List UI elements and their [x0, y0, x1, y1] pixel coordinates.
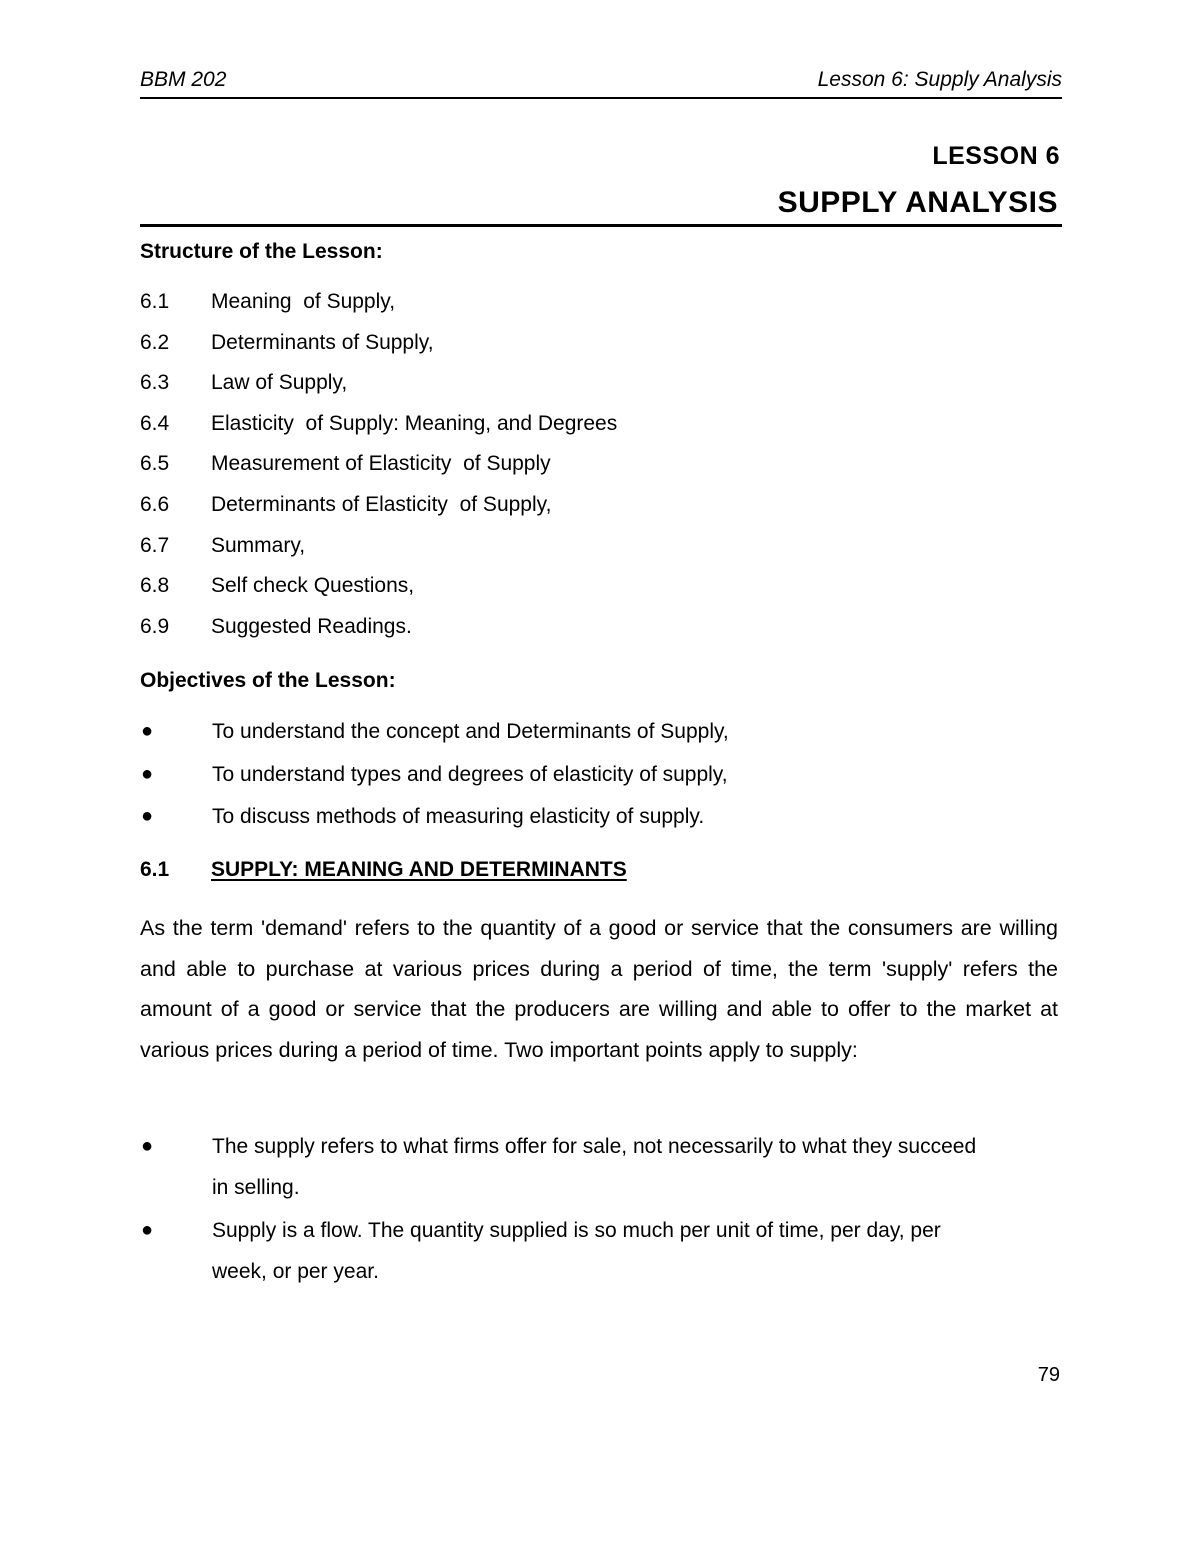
running-header	[140, 68, 1062, 92]
structure-item	[140, 290, 1062, 331]
objective-text: To understand types and degrees of elasticity of supply,	[212, 762, 728, 786]
section-number: 6.1	[140, 858, 170, 881]
objective-text: To discuss methods of measuring elasticity of supply.	[212, 805, 705, 828]
title-rule	[140, 224, 1062, 227]
structure-item-number: 6.1	[140, 290, 170, 313]
structure-item	[140, 615, 1062, 656]
structure-list	[140, 290, 1062, 655]
objective-item	[140, 763, 1062, 806]
structure-item	[140, 412, 1062, 453]
course-code: BBM 202	[140, 68, 227, 91]
structure-item-text: Meaning of Supply,	[211, 290, 396, 313]
structure-item-text: Law of Supply,	[211, 371, 348, 395]
lesson-label: LESSON 6	[932, 142, 1060, 170]
structure-item-number: 6.9	[140, 614, 170, 638]
structure-item-text: Measurement of Elasticity of Supply	[211, 452, 551, 476]
structure-item-number: 6.6	[140, 492, 170, 516]
structure-item-text: Suggested Readings.	[211, 614, 412, 638]
structure-item-number: 6.7	[140, 533, 170, 557]
structure-item-text: Elasticity of Supply: Meaning, and Degrees	[211, 411, 618, 435]
structure-item	[140, 371, 1062, 412]
supply-point-text: Supply is a flow. The quantity supplied is so much per unit of time, per day, per week, or per year.	[212, 1219, 941, 1283]
objective-item	[140, 720, 1062, 763]
objective-text: To understand the concept and Determinants of Supply,	[212, 720, 729, 743]
header-rule	[140, 97, 1062, 99]
objectives-list	[140, 720, 1062, 848]
structure-item-text: Determinants of Supply,	[211, 330, 434, 354]
structure-item-text: Summary,	[211, 533, 306, 557]
structure-item	[140, 534, 1062, 575]
supply-point-item	[140, 1126, 1062, 1208]
bullet-icon: ●	[141, 1219, 154, 1241]
structure-item-number: 6.5	[140, 452, 170, 476]
structure-item	[140, 574, 1062, 615]
structure-item-text: Self check Questions,	[211, 574, 415, 598]
body-paragraph: As the term 'demand' refers to the quantity of a good or service that the consumers are willing and able to purchase at various prices during a period of time, the term 'supply' refers the amount of a good or service that the producers are willing and able to offer to the market at various prices during a period of time. Two important points apply to supply:	[140, 916, 1058, 1062]
structure-item-number: 6.3	[140, 371, 170, 395]
structure-item	[140, 452, 1062, 493]
supply-point-item	[140, 1210, 1062, 1292]
bullet-icon: ●	[141, 720, 154, 742]
structure-item-number: 6.2	[140, 330, 170, 354]
structure-item	[140, 493, 1062, 534]
structure-item-text: Determinants of Elasticity of Supply,	[211, 492, 552, 516]
page-number: 79	[1037, 1364, 1060, 1386]
section-title: SUPPLY: MEANING AND DETERMINANTS	[211, 858, 627, 881]
bullet-icon: ●	[141, 805, 154, 827]
section-heading-6-1	[140, 858, 1062, 882]
lesson-reference: Lesson 6: Supply Analysis	[817, 68, 1062, 91]
supply-point-text: The supply refers to what firms offer for sale, not necessarily to what they succeed in selling.	[212, 1135, 977, 1199]
structure-item-number: 6.8	[140, 574, 170, 598]
structure-heading: Structure of the Lesson:	[140, 240, 383, 263]
supply-points-list	[140, 1126, 1062, 1294]
bullet-icon: ●	[141, 1135, 154, 1157]
objective-item	[140, 805, 1062, 848]
structure-item	[140, 331, 1062, 372]
bullet-icon: ●	[141, 762, 154, 785]
structure-item-number: 6.4	[140, 411, 170, 435]
lesson-title: SUPPLY ANALYSIS	[777, 186, 1058, 219]
objectives-heading: Objectives of the Lesson:	[140, 669, 396, 692]
